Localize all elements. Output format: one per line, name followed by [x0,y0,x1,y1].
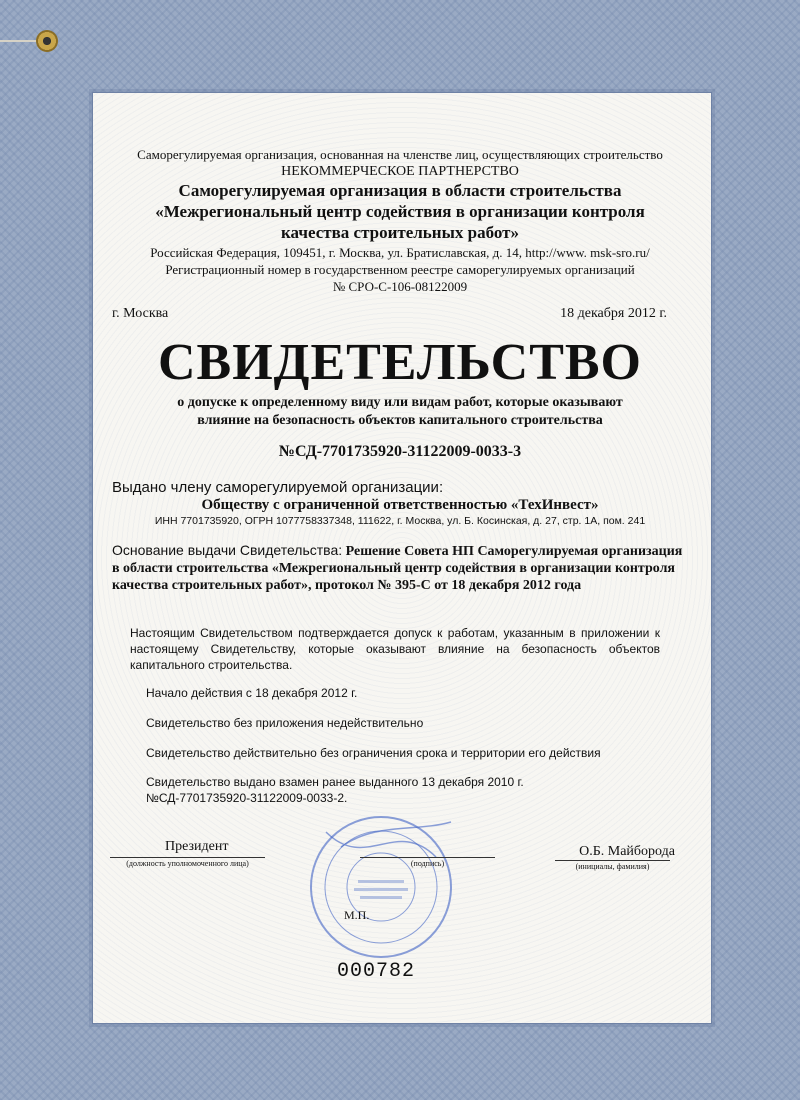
issue-date: 18 декабря 2012 г. [560,306,667,321]
issued-to-label: Выдано члену саморегулируемой организации: [112,479,444,496]
basis-label: Основание выдачи Свидетельства: [112,542,343,558]
validity-note: Свидетельство действительно без ограничения срока и территории его действия [146,746,601,760]
member-name: Обществу с ограниченной ответственностью «ТехИнвест» [201,497,599,513]
org-name-line-1: Саморегулируемая организация в области строительства [178,181,622,200]
confirmation-text: Настоящим Свидетельством подтверждается допуск к работам, указанным в приложении к настоящему Свидетельству, которые оказывают влияние на безопасность объектов капитального строительства. [130,626,660,672]
issuance-basis [112,542,692,594]
replacement-line-1: Свидетельство выдано взамен ранее выданного 13 декабря 2010 г. [146,775,524,789]
certificate-number: №СД-7701735920-31122009-0033-3 [278,443,522,460]
official-seal [306,812,456,962]
binding-grommet [36,30,58,52]
issue-place: г. Москва [112,306,169,321]
subtitle-line-2: влияние на безопасность объектов капитального строительства [197,413,603,428]
name-line [555,860,670,861]
registry-label: Регистрационный номер в государственном реестре саморегулируемых организаций [165,262,635,277]
org-contacts [100,244,700,295]
subtitle-line-1: о допуске к определенному виду или видам работ, которые оказывают [177,395,623,410]
start-date-text: Начало действия с 18 декабря 2012 г. [146,686,358,700]
registry-number: № СРО-С-106-08122009 [332,279,468,294]
seal-mark: М.П. [344,908,370,922]
replacement-note [146,774,524,806]
serial-number: 000782 [337,960,416,983]
org-name [100,180,700,243]
document-title: СВИДЕТЕЛЬСТВО [157,334,643,391]
annex-note: Свидетельство без приложения недействительно [146,716,424,730]
signatory-position: Президент [165,839,229,854]
position-line [110,857,265,858]
member-details: ИНН 7701735920, ОГРН 1077758337348, 111622, г. Москва, ул. Б. Косинская, д. 27, стр. 1А, пом. 241 [154,515,646,527]
org-type: НЕКОММЕРЧЕСКОЕ ПАРТНЕРСТВО [281,164,519,179]
replacement-line-2: №СД-7701735920-31122009-0033-2. [146,791,348,805]
org-address: Российская Федерация, 109451, г. Москва, ул. Братиславская, д. 14, http://www. msk-sro.ru/ [150,245,650,260]
org-name-line-3: качества строительных работ» [281,223,519,242]
name-caption: (инициалы, фамилия) [575,862,650,871]
basis-text: Решение Совета НП Саморегулируемая организация в области строительства «Межрегиональный центр содействия в организации контроля качества строительных работ», протокол № 395-С от 18 декабря 2012 года [112,544,683,593]
org-basis: Саморегулируемая организация, основанная на членстве лиц, осуществляющих строительство [137,147,663,162]
signature-caption: (подпись) [410,859,445,868]
org-name-line-2: «Межрегиональный центр содействия в организации контроля [155,202,645,221]
binding-string [0,40,40,42]
signatory-name: О.Б. Майборода [579,844,675,859]
document-subtitle [100,394,700,430]
position-caption: (должность уполномоченного лица) [126,859,249,868]
signature-line [360,857,495,858]
